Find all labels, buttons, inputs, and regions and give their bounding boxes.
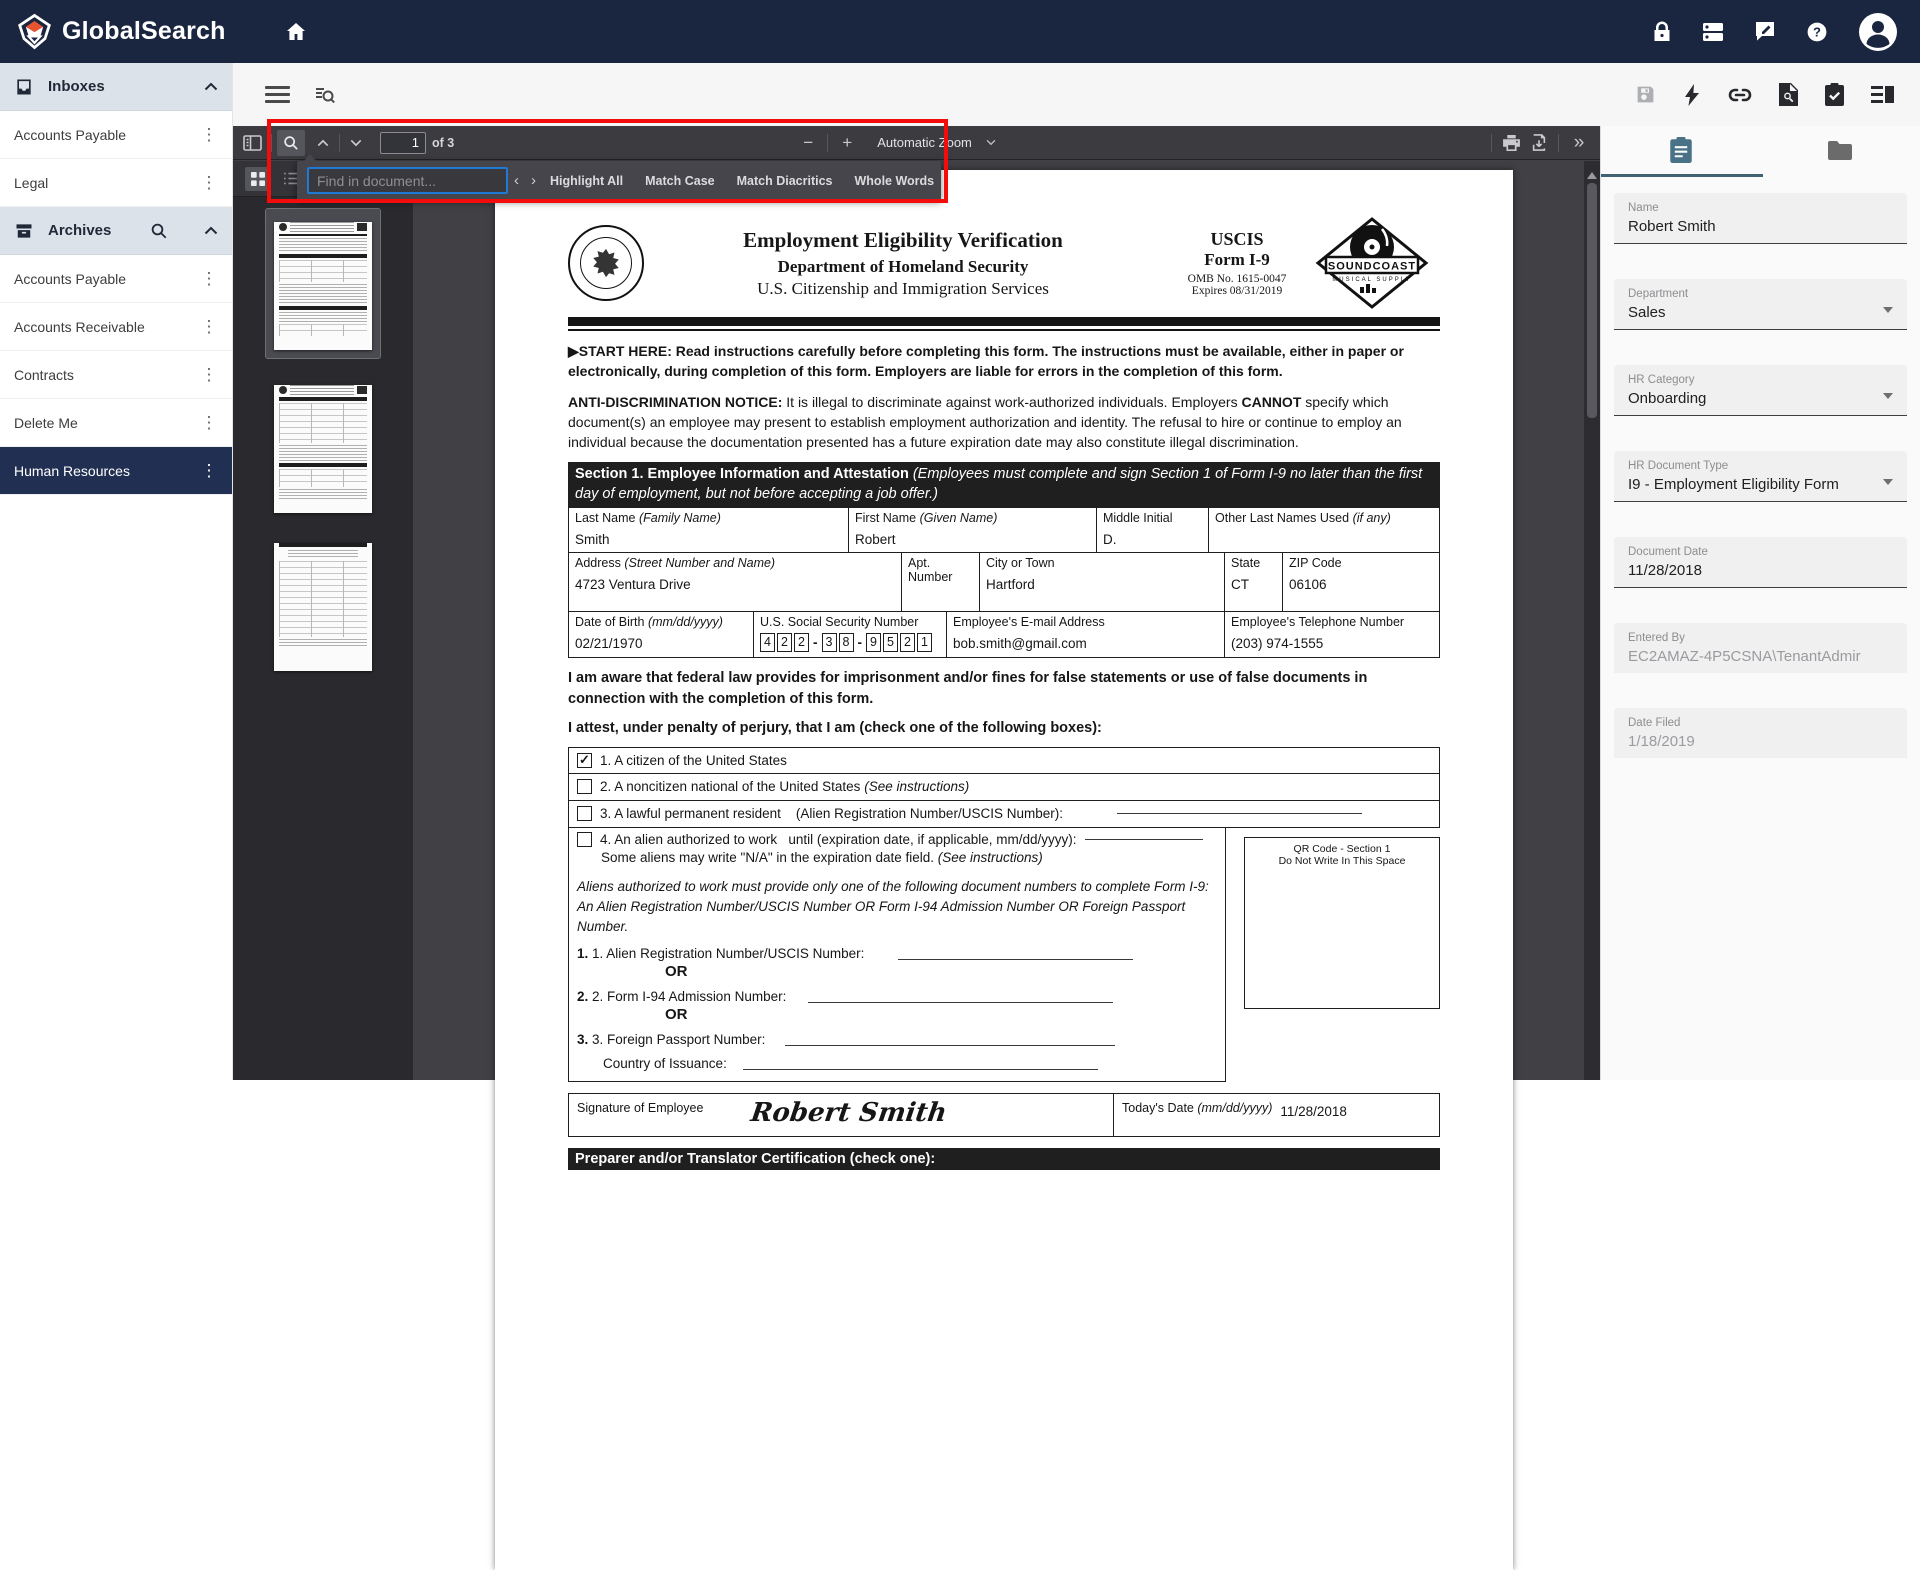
field-value[interactable]: Robert Smith — [1628, 218, 1893, 235]
index-fields-panel — [1600, 126, 1920, 1080]
page-thumbnail-1[interactable] — [266, 209, 380, 358]
sidebar-section-archives[interactable] — [0, 207, 232, 255]
checkbox-unchecked[interactable] — [577, 806, 592, 821]
sidebar-item-legal-inbox[interactable] — [0, 159, 232, 207]
email-value: bob.smith@gmail.com — [953, 636, 1218, 651]
dob-value: 02/21/1970 — [575, 636, 747, 651]
panel-tabbar — [1601, 126, 1920, 174]
ssn-value: 4 2 2 - 3 8 - 9 5 2 1 — [760, 633, 940, 652]
sidebar-item-contracts-archive[interactable] — [0, 351, 232, 399]
menu-icon[interactable] — [265, 82, 290, 107]
expires-date: Expires 08/31/2019 — [1162, 285, 1312, 297]
todays-date-value: 11/28/2018 — [1280, 1098, 1347, 1119]
divider — [568, 329, 1440, 331]
item-label: Accounts Payable — [14, 127, 200, 143]
sidebar-item-accounts-payable-archive[interactable] — [0, 255, 232, 303]
user-avatar[interactable] — [1858, 12, 1898, 52]
item-label: Accounts Receivable — [14, 319, 200, 335]
field-value[interactable]: I9 - Employment Eligibility Form — [1628, 476, 1877, 493]
workflow-bolt-icon[interactable] — [1683, 84, 1701, 106]
dhs-seal — [568, 225, 644, 301]
page-count-label: of 3 — [432, 136, 454, 150]
active-tab-indicator — [1601, 174, 1763, 177]
inbox-icon — [14, 77, 34, 97]
svg-text:?: ? — [1813, 24, 1821, 39]
checkbox-unchecked[interactable] — [577, 779, 592, 794]
match-case-option[interactable]: Match Case — [637, 170, 722, 192]
chevron-up-icon[interactable] — [204, 226, 218, 235]
dropdown-caret-icon[interactable] — [1883, 479, 1893, 490]
form-title: Employment Eligibility Verification — [644, 228, 1162, 253]
address-row: Address (Street Number and Name) 4723 Ventura Drive Apt. Number City or Town Hartford State CT ZIP Code 06106 — [568, 553, 1440, 612]
field-label: Department — [1628, 288, 1893, 300]
kebab-menu-icon[interactable]: ⋮ — [200, 269, 218, 289]
top-navbar — [0, 0, 1920, 63]
brand-name: GlobalSearch — [62, 17, 226, 46]
kebab-menu-icon[interactable]: ⋮ — [200, 125, 218, 145]
svg-text:SOUNDCOAST: SOUNDCOAST — [1328, 261, 1416, 273]
sidebar-item-accounts-payable-inbox[interactable] — [0, 111, 232, 159]
omb-number: OMB No. 1615-0047 — [1162, 273, 1312, 285]
field-department[interactable] — [1614, 279, 1907, 330]
document-toolbar — [233, 63, 1920, 126]
checkbox-checked[interactable]: ✓ — [577, 753, 592, 768]
more-tools-icon[interactable]: » — [1564, 130, 1592, 156]
signature-row: Signature of Employee Robert Smith Today's Date (mm/dd/yyyy) 11/28/2018 — [568, 1093, 1440, 1137]
alien-authorized-box: 4. An alien authorized to work until (expiration date, if applicable, mm/dd/yyyy): Some aliens may write "N/A" in the expiration date field. (See instructions) Aliens authorized to work must provide only one of the following document numbers to complete Form I-9: An Alien Registration Number/USCIS Number OR Form I-94 Admission Number OR Foreign Passport Number. 1. 1. Alien Registration Number/USCIS Number: OR 2. 2. Form I-94 Admission Number: OR 3. 3. Foreign Passport Number: Country of Issuance: — [568, 828, 1226, 1083]
field-label: HR Category — [1628, 374, 1893, 386]
dob-ssn-row: Date of Birth (mm/dd/yyyy) 02/21/1970 U.S. Social Security Number 4 2 2 - 3 8 - 9 5 2 1 Employee's E-mail Address bob.smith@gmail.com Employee's Telephone Number (203) 974-1555 — [568, 612, 1440, 658]
find-input[interactable] — [307, 167, 508, 194]
queues-icon[interactable] — [1702, 22, 1724, 42]
brand-logo[interactable] — [16, 13, 226, 50]
download-icon[interactable] — [1525, 130, 1553, 156]
field-value[interactable]: Sales — [1628, 304, 1877, 321]
find-next-chevron-icon[interactable]: › — [531, 169, 536, 193]
field-date-filed — [1614, 708, 1907, 758]
field-value: 1/18/2019 — [1628, 733, 1893, 750]
viewer-scrollbar[interactable] — [1584, 161, 1600, 1080]
thumbnail-page-image — [274, 385, 372, 513]
sidebar-item-delete-me-archive[interactable] — [0, 399, 232, 447]
page-thumbnail-3[interactable] — [274, 535, 372, 671]
thumbnail-page-image — [274, 543, 372, 671]
link-icon[interactable] — [1728, 87, 1752, 103]
item-label: Accounts Payable — [14, 271, 200, 287]
page-thumbnail-2[interactable] — [274, 380, 372, 513]
help-icon[interactable] — [1806, 21, 1828, 43]
state-value: CT — [1231, 577, 1276, 592]
field-document-date[interactable] — [1614, 537, 1907, 588]
dropdown-caret-icon[interactable] — [1883, 393, 1893, 404]
highlight-all-option[interactable]: Highlight All — [542, 170, 631, 192]
field-label: Name — [1628, 202, 1893, 214]
field-entered-by — [1614, 623, 1907, 673]
zoom-in-icon[interactable]: + — [833, 130, 861, 156]
whole-words-option[interactable]: Whole Words — [847, 170, 943, 192]
attest-paragraph: I attest, under penalty of perjury, that I am (check one of the following boxes): — [568, 718, 1440, 739]
checkbox-row-permanent-resident: 3. A lawful permanent resident (Alien Registration Number/USCIS Number): — [568, 801, 1440, 828]
first-name-value: Robert — [855, 532, 1090, 547]
checkbox-unchecked[interactable] — [577, 832, 592, 847]
phone-value: (203) 974-1555 — [1231, 636, 1433, 651]
pdf-viewer — [233, 126, 1600, 1080]
findbar — [297, 161, 941, 200]
thumbnails-view-icon[interactable] — [245, 167, 271, 191]
section1-header: Section 1. Employee Information and Attestation (Employees must complete and sign Section 1 of Form I-9 no later than the first day of employment, but not before accepting a job offer.) — [568, 462, 1440, 507]
document-search-icon[interactable] — [1779, 83, 1798, 106]
navigation-sidebar — [0, 63, 233, 1080]
section-label: Inboxes — [48, 78, 105, 95]
zoom-value: Automatic Zoom — [877, 135, 972, 150]
field-value[interactable]: Onboarding — [1628, 390, 1877, 407]
svg-text:MUSICAL SUPPLY: MUSICAL SUPPLY — [1332, 277, 1411, 283]
save-icon[interactable] — [1635, 84, 1656, 105]
aware-paragraph: I am aware that federal law provides for imprisonment and/or fines for false statements or use of false documents in connection with the completion of this form. — [568, 668, 1440, 710]
chevron-up-icon[interactable] — [204, 82, 218, 91]
kebab-menu-icon[interactable]: ⋮ — [200, 173, 218, 193]
field-label: Date Filed — [1628, 717, 1893, 729]
search-icon[interactable] — [150, 222, 168, 240]
field-hr-document-type[interactable] — [1614, 451, 1907, 502]
home-icon[interactable] — [284, 20, 308, 44]
archive-icon — [14, 221, 34, 241]
tab-folders[interactable] — [1761, 126, 1920, 174]
print-icon[interactable] — [1497, 130, 1525, 156]
kebab-menu-icon[interactable]: ⋮ — [200, 317, 218, 337]
lock-icon[interactable] — [1652, 21, 1672, 43]
qr-code-box: QR Code - Section 1 Do Not Write In This Space — [1244, 837, 1440, 1009]
zoom-out-icon[interactable]: − — [794, 130, 822, 156]
page-canvas-area[interactable] — [413, 161, 1584, 1080]
field-value[interactable]: 11/28/2018 — [1628, 562, 1893, 579]
toggle-sidebar-icon[interactable] — [238, 130, 266, 156]
field-label: HR Document Type — [1628, 460, 1893, 472]
last-name-value: Smith — [575, 532, 842, 547]
find-icon[interactable] — [277, 130, 305, 156]
sidebar-item-human-resources-archive[interactable] — [0, 447, 232, 495]
scroll-up-arrow[interactable] — [1587, 167, 1597, 179]
zoom-select[interactable] — [877, 135, 996, 150]
anti-discrimination-paragraph: ANTI-DISCRIMINATION NOTICE: It is illegal to discriminate against work-authorized individuals. Employers CANNOT specify which document(s) an employee may present to establish employment authorization and identity. The refusal to hire or continue to employ an individual because the documentation presented has a future expiration date may also constitute illegal discrimination. — [568, 392, 1440, 453]
globalsearch-gem-icon — [16, 13, 53, 50]
thumbnail-sidebar — [233, 161, 413, 1080]
uscis-label: USCIS — [1162, 229, 1312, 250]
kebab-menu-icon[interactable]: ⋮ — [200, 461, 218, 481]
sidebar-section-inboxes[interactable] — [0, 63, 232, 111]
field-label: Entered By — [1628, 632, 1893, 644]
divider — [568, 317, 1440, 326]
preparer-section-header: Preparer and/or Translator Certification (check one): — [568, 1148, 1440, 1170]
form-subtitle-2: U.S. Citizenship and Immigration Services — [644, 279, 1162, 299]
panel-list-icon[interactable] — [1871, 85, 1894, 105]
field-label: Document Date — [1628, 546, 1893, 558]
search-results-icon[interactable] — [313, 83, 337, 107]
feedback-icon[interactable] — [1754, 21, 1776, 42]
kebab-menu-icon[interactable]: ⋮ — [200, 365, 218, 385]
middle-initial-value: D. — [1103, 532, 1202, 547]
pdf-toolbar — [233, 126, 1600, 160]
zip-value: 06106 — [1289, 577, 1433, 592]
field-name[interactable] — [1614, 193, 1907, 244]
item-label: Delete Me — [14, 415, 200, 431]
employee-signature: Robert Smith — [749, 1098, 949, 1128]
form-number: Form I-9 — [1162, 250, 1312, 270]
form-subtitle-1: Department of Homeland Security — [644, 257, 1162, 277]
item-label: Legal — [14, 175, 200, 191]
soundcoast-logo — [1312, 217, 1440, 309]
sidebar-item-accounts-receivable-archive[interactable] — [0, 303, 232, 351]
name-row: Last Name (Family Name) Smith First Name (Given Name) Robert Middle Initial D. Other Last Names Used (if any) — [568, 508, 1440, 553]
field-hr-category[interactable] — [1614, 365, 1907, 416]
field-value: EC2AMAZ-4P5CSNA\TenantAdmir — [1628, 648, 1893, 665]
kebab-menu-icon[interactable]: ⋮ — [200, 413, 218, 433]
tab-index-fields[interactable] — [1601, 126, 1761, 174]
find-next-icon[interactable] — [342, 130, 370, 156]
document-page-1 — [495, 170, 1513, 1570]
find-previous-chevron-icon[interactable]: ‹ — [514, 169, 519, 193]
section-label: Archives — [48, 222, 111, 239]
page-number-input[interactable] — [380, 132, 426, 154]
start-here-paragraph: ▶START HERE: Read instructions carefully before completing this form. The instructions must be available, either in paper or electronically, during completion of this form. Employers are liable for errors in the completion of this form. — [568, 341, 1440, 382]
address-value: 4723 Ventura Drive — [575, 577, 895, 592]
city-value: Hartford — [986, 577, 1218, 592]
thumbnail-page-image — [274, 222, 372, 350]
checkbox-row-noncitizen: 2. A noncitizen national of the United States (See instructions) — [568, 774, 1440, 801]
clipboard-check-icon[interactable] — [1825, 83, 1844, 106]
item-label: Human Resources — [14, 463, 200, 479]
match-diacritics-option[interactable]: Match Diacritics — [729, 170, 841, 192]
dropdown-caret-icon[interactable] — [1883, 307, 1893, 318]
item-label: Contracts — [14, 367, 200, 383]
checkbox-row-citizen: ✓ 1. A citizen of the United States — [568, 747, 1440, 774]
find-previous-icon[interactable] — [309, 130, 337, 156]
form-header — [568, 217, 1440, 309]
scrollbar-thumb[interactable] — [1587, 183, 1597, 418]
